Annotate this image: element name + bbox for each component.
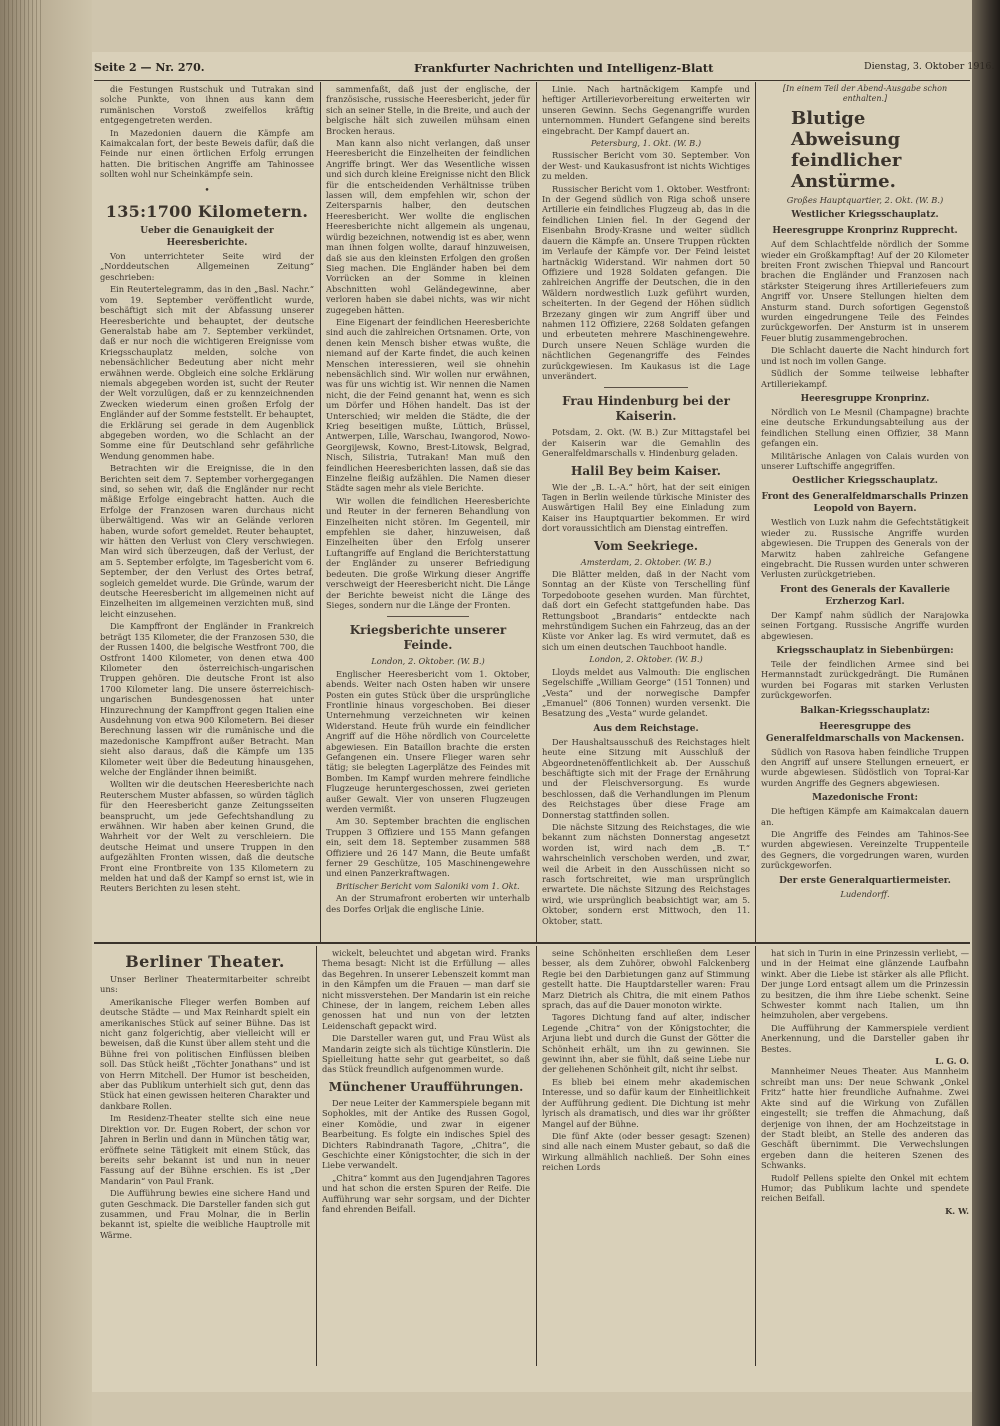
dateline: Petersburg, 1. Okt. (W. B.) <box>590 138 702 149</box>
paragraph: Russischer Bericht vom 30. September. Von der West- und Kaukasusfront ist nichts Wichtiges zu melden. <box>542 150 750 182</box>
author-initials: L. G. O. <box>935 1056 969 1067</box>
paragraph: Die Darsteller waren gut, und Frau Wüst als Mandarin zeigte sich als tüchtige Künstlerin. Die Spielleitung hatte sehr gut gearbeitet, so daß das Stück freundlich aufgenommen wurde. <box>322 1033 530 1075</box>
paragraph: seine Schönheiten erschließen dem Leser besser, als dem Zuhörer, obwohl Falckenberg Regie bei den Darbietungen ganz auf Stimmung gestellt hatte. Die Hauptdarsteller waren: Frau Marz Dietrich als Chitra, die mit einem Pathos sprach, das auf die Dauer monoton wirkte. <box>542 948 750 1011</box>
paragraph: Es blieb bei einem mehr akademischen Interesse, und so dafür kaum der Einheitlichkeit der Aufführung gedient. Die Dichtung ist mehr lyrisch als dramatisch, und dies war ihr größter Mangel auf der Bühne. <box>542 1076 750 1129</box>
paragraph: Auf dem Schlachtfelde nördlich der Somme wieder ein Großkampftag! Auf der 20 Kilometer breiten Front zwischen Thiepval und Rancourt brachen die Engländer und Franzosen nach stärkster Steigerung ihres Artilleriefeuers zum Angriff vor. Unsere Stellungen hielten dem Ansturm stand. Durch sofortigen Gegenstoß wurden eingedrungene Teile des Feindes zurückgeworfen. Der Ansturm ist in unserem Feuer blutig zusammengebrochen. <box>761 239 969 343</box>
paragraph: Unser Berliner Theatermitarbeiter schreibt uns: <box>100 974 310 995</box>
paragraph: Von unterrichteter Seite wird der „Norddeutschen Allgemeinen Zeitung“ geschrieben: <box>100 251 314 282</box>
paragraph: Die Blätter melden, daß in der Nacht vom Sonntag an der Küste von Terschelling fünf Torpedoboote gesehen wurden. Man fürchtet, daß dort ein Gefecht stattgefunden habe. Das Rettungsboot „Brandaris“ entdeckte nach mehrstündigem Suchen ein Fahrzeug, das an der Küste vor Anker lag. Es wird vermutet, daß es sich um einen deutschen Tauchboot handle. <box>542 569 750 652</box>
feuilleton-column-1 <box>100 948 310 1364</box>
subheading: Oestlicher Kriegsschauplatz. <box>792 476 938 487</box>
paragraph: Man kann also nicht verlangen, daß unser Heeresbericht die Einzelheiten der feindlichen Angriffe bringt. Wer das Wesentliche wissen und sich durch kleine Ereignisse nicht den Blick für die entscheidenden Verhältnisse trüben lassen will, dem empfehlen wir, schon der Zeitersparnis halber, den deutschen Heeresbericht. Wer wollte die englischen Heeresberichte nicht allgemein als ungenau, würdig bezeichnen, notwendig ist es aber, wenn man ihnen folgen wollte, darauf hinzuweisen, daß sie aus den kleinsten Erfolgen den großen Sieg machen. Die Engländer haben bei dem Vorrücken an der Somme in kleinen Abschnitten wohl Geländegewinne, aber verloren haben sie dabei nichts, was wir nicht zugegeben hätten. <box>326 138 530 315</box>
column-rule <box>320 82 321 942</box>
headline-bloody-repulse: Blutige Abweisung feindlicher Anstürme. <box>791 107 902 192</box>
paragraph: Betrachten wir die Ereignisse, die in den Berichten seit dem 7. September vorhergegangen sind, so sehen wir, daß die Engländer nur recht mäßige Erfolge eingebracht hatten. Auch die Erfolge der Franzosen waren durchaus nicht überwältigend. Was wir an Gelände verloren haben, wurde sofort gemeldet. Reuter behauptet, wir hätten den Verlust von Clery verschwiegen. Man wird sich überzeugen, daß der Verlust, der am 5. September erfolgte, im Tagesbericht vom 6. September, der den Verlust des Ortes betraf, sogleich gemeldet wurde. Die Gründe, warum der deutsche Heeresbericht im allgemeinen nicht auf Einzelheiten im allgemeinen verzichten muß, sind leicht einzusehen. <box>100 463 314 619</box>
paragraph: Im Residenz-Theater stellte sich eine neue Direktion vor. Dr. Eugen Robert, der schon vor Jahren in Berlin und dann in München tätig war, eröffnete seine Tätigkeit mit einem Stück, das bereits sehr bekannt ist und nun in neuer Fassung auf der Bühne erschien. Es ist „Der Mandarin“ von Paul Frank. <box>100 1113 310 1186</box>
paragraph: Die Aufführung bewies eine sichere Hand und guten Geschmack. Die Darsteller fanden sich gut zusammen, und Frau Molnar, die in Berlin bekannt ist, spielte die weibliche Hauptrolle mit Wärme. <box>100 1188 310 1240</box>
header-rule <box>94 80 970 81</box>
paragraph: Linie. Nach hartnäckigem Kampfe und heftiger Artillerievorbereitung erweiterten wir unseren Gewinn. Sechs Gegenangriffe wurden unternommen. Hundert Gefangene sind bereits eingebracht. Der Kampf dauert an. <box>542 84 750 136</box>
column-rule <box>755 946 756 1366</box>
paragraph: In Mazedonien dauern die Kämpfe am Kaimakcalan fort, der beste Beweis dafür, daß die Feinde nur einen örtlichen Erfolg errungen hatten. Die britischen Angriffe am Tahinossee sollten wohl nur Scheinkämpfe sein. <box>100 127 314 180</box>
subheading: Kriegsschauplatz in Siebenbürgen: <box>776 646 954 656</box>
separator-star: • <box>204 185 210 196</box>
paragraph: Die nächste Sitzung des Reichstages, die wie bekannt zum nächsten Donnerstag angesetzt worden ist, wird nach dem „B. T.“ wahrscheinlich verschoben werden, und zwar, weil die Arbeit in den Ausschüssen nicht so rasch fortschreitet, wie man ursprünglich erwartete. Die nächste Sitzung des Reichstages wird, wie ursprünglich beabsichtigt war, am 5. Oktober, sondern erst Mittwoch, den 11. Oktober, statt. <box>542 821 750 926</box>
paragraph: Westlich von Luzk nahm die Gefechtstätigkeit wieder zu. Russische Angriffe wurden abgewiesen. Die Truppen des Generals von der Marwitz haben zahlreiche Gefangene eingebracht. Die Russen wurden unter schweren Verlusten zurückgetrieben. <box>761 517 969 580</box>
paragraph: Am 30. September brachten die englischen Truppen 3 Offiziere und 155 Mann gefangen ein, seit dem 18. September zusammen 588 Offiziere und 26 147 Mann, die Beute umfaßt ferner 29 Geschütze, 105 Maschinengewehre und einen Panzerkraftwagen. <box>326 816 530 879</box>
paragraph: sammenfaßt, daß just der englische, der französische, russische Heeresbericht, jeder für sich an seiner Stelle, in die Breite, und auch der belgische hält sich zuweilen mühsam einen Brocken heraus. <box>326 84 530 136</box>
paragraph: Ein Reutertelegramm, das in den „Basl. Nachr.“ vom 19. September veröffentlicht wurde, beschäftigt sich mit der Abfassung unserer Heeresberichte und behauptet, der deutsche Generalstab habe am 7. September verkündet, daß er nur noch die wichtigeren Ereignisse vom Kriegsschauplatz melden, solche von nebensächlicher Bedeutung aber nicht mehr erwähnen werde. Obgleich eine solche Erklärung niemals abgegeben worden ist, sucht der Reuter der Welt vorzulügen, daß er zu kennzeichnenden Zwecken wiederum einen großen Erfolg der Engländer auf der Somme feststellt. Er behauptet, die Erklärung sei gerade in dem Augenblick abgegeben worden, wo die Schlacht an der Somme eine für Deutschland sehr gefährliche Wendung genommen habe. <box>100 284 314 461</box>
feuilleton-rule <box>94 942 970 944</box>
headline-naval-war: Vom Seekriege. <box>593 538 699 553</box>
dateline: London, 2. Oktober. (W. B.) <box>589 654 703 665</box>
dateline: Britischer Bericht vom Saloniki vom 1. Okt. <box>336 880 520 891</box>
paragraph: Tagores Dichtung fand auf alter, indischer Legende „Chitra“ von der Königstochter, die Arjuna liebt und durch die Gunst der Götter die Schönheit erhält, um ihn zu gewinnen. Sie gewinnt ihn, aber sie fühlt, daß seine Liebe nur der geliehenen Schönheit gilt, nicht ihr selbst. <box>542 1012 750 1075</box>
column-rule <box>536 82 537 942</box>
paragraph: die Festungen Rustschuk und Tutrakan sind solche Punkte, von ihnen aus kann dem rumänischen Vorstoß zweifellos kräftig entgegengetreten werden. <box>100 84 314 126</box>
paragraph: Englischer Heeresbericht vom 1. Oktober, abends. Weiter nach Osten haben wir unsere Posten ein gutes Stück über die ursprüngliche Frontlinie hinaus vorgeschoben. Bei dieser Unternehmung verzeichneten wir keinen Widerstand. Heute früh wurde ein feindlicher Angriff auf die Höhe nördlich von Courcelette abgewiesen. Ein Bataillon brachte die ersten Gefangenen ein. Unsere Flieger waren sehr tätig; sie belegten Lagerplätze des Feindes mit Bomben. Im Kampf wurden mehrere feindliche Flugzeuge heruntergeschossen, zwei gerieten außer Gewalt. Vier von unseren Flugzeugen werden vermißt. <box>326 668 530 814</box>
column-rule <box>755 82 756 942</box>
dateline: Amsterdam, 2. Oktober. (W. B.) <box>580 556 712 567</box>
subheading: Mazedonische Front: <box>812 793 918 804</box>
masthead: Frankfurter Nachrichten und Intelligenz-Blatt <box>414 61 714 75</box>
paragraph: Die Angriffe des Feindes am Tahinos-See wurden abgewiesen. Vereinzelte Truppenteile des Gegners, die vorgedrungen waren, wurden zurückgeworfen. <box>761 829 969 871</box>
paragraph: Die heftigen Kämpfe am Kaimakcalan dauern an. <box>761 806 969 827</box>
signature-name: Ludendorff. <box>840 888 890 899</box>
paragraph: Teile der feindlichen Armee sind bei Hermannstadt zurückgedrängt. Die Rumänen wurden bei Fogaras mit starken Verlusten zurückgeworfen. <box>761 659 969 701</box>
column-rule <box>536 946 537 1366</box>
paragraph: Die fünf Akte (oder besser gesagt: Szenen) sind alle nach einem Muster gebaut, so daß die Wirkung allmählich nachließ. Der Sohn eines reichen Lords <box>542 1130 750 1173</box>
column-3 <box>542 84 750 940</box>
paragraph: Eine Eigenart der feindlichen Heeresberichte sind auch die zahlreichen Ortsnamen. Orte, von denen kein Mensch bisher etwas wußte, die niemand auf der Karte findet, die auch keinen Menschen interessieren, weil sie ohnehin nebensächlich sind. Wir wollen nur erwähnen, was für uns wichtig ist. Wir nennen die Namen nicht, die der Feind genannt hat, wenn es sich um Dörfer und Höhen handelt. Das ist der Unterschied; wir melden die Städte, die der Krieg beseitigen mußte, Lüttich, Brüssel, Antwerpen, Lille, Warschau, Iwangorod, Nowo-Georgijewsk, Kowno, Brest-Litowsk, Belgrad, Nisch, Silistria, Tutrakan! Man muß den feindlichen Heeresberichten lassen, daß sie das Einzelne fleißig aufzählen. Die Namen dieser Städte sagen mehr als viele Berichte. <box>326 316 530 494</box>
column-rule <box>316 946 317 1366</box>
dateline: London, 2. Oktober. (W. B.) <box>371 656 485 667</box>
paragraph: Amerikanische Flieger werfen Bomben auf deutsche Städte — und Max Reinhardt spielt ein amerikanisches Stück auf seiner Bühne. Das ist nicht ganz folgerichtig, aber vielleicht will er beweisen, daß die Kunst über allem steht und die Bühne frei von politischen Einflüssen bleiben soll. Das Stück heißt „Töchter Jonathans“ und ist von Herrn Mitchell. Der Humor ist bescheiden, aber das Publikum unterhielt sich gut, denn das Stück hat einen gewissen heiteren Charakter und dankbare Rollen. <box>100 996 310 1111</box>
paragraph: Die Kampffront der Engländer in Frankreich beträgt 135 Kilometer, die der Franzosen 530, die der Russen 1400, die belgische Westfront 700, die Ostfront 1400 Kilometer, von denen etwa 400 Kilometer den österreichisch-ungarischen Truppen gehören. Die deutsche Front ist also 1700 Kilometer lang. Die unsere österreichisch-ungarischen Bundesgenossen hat unter Hinzurechnung der Kampffront gegen Italien eine Ausdehnung von etwa 900 Kilometern. Bei dieser Berechnung lassen wir die rumänische und die mazedonische Kampffront außer Betracht. Man sieht also daraus, daß die Kämpfe um 135 Kilometer weit über die Bedeutung hinausgehen, welche der Engländer ihnen beimißt. <box>100 621 314 777</box>
paragraph: Potsdam, 2. Okt. (W. B.) Zur Mittagstafel bei der Kaiserin war die Gemahlin des Generalfeldmarschalls v. Hindenburg geladen. <box>542 427 750 459</box>
author-initials: K. W. <box>945 1205 969 1216</box>
subheading: Heeresgruppe Kronprinz. <box>800 393 930 404</box>
paragraph: Die Aufführung der Kammerspiele verdient Anerkennung, und die Darsteller gaben ihr Bestes. <box>761 1022 969 1054</box>
paragraph: Südlich von Rasova haben feindliche Truppen den Angriff auf unsere Stellungen erneuert, er wurde abgewiesen. Südöstlich von Toprai-Kar wurden Angriffe des Gegners abgewiesen. <box>761 746 969 788</box>
headline-hindenburg: Frau Hindenburg bei der Kaiserin. <box>562 394 730 424</box>
divider <box>604 387 687 388</box>
issue-date: Dienstag, 3. Oktober 1916. <box>864 61 995 72</box>
page-edge <box>972 0 1000 1426</box>
column-4 <box>761 84 969 940</box>
paragraph: Nördlich von Le Mesnil (Champagne) brachte eine deutsche Erkundungsabteilung aus der feindlichen Stellung einen Offizier, 38 Mann gefangen ein. <box>761 406 969 449</box>
divider <box>387 616 469 617</box>
paragraph: Südlich der Somme teilweise lebhafter Artilleriekampf. <box>761 368 969 389</box>
headline-enemy-reports: Kriegsberichte unserer Feinde. <box>349 623 507 653</box>
paragraph: Wie der „B. L.-A.“ hört, hat der seit einigen Tagen in Berlin weilende türkische Minister des Auswärtigen Halil Bey eine Einladung zum Kaiser ins Hauptquartier bekommen. Er wird dort voraussichtlich am Dienstag eintreffen. <box>542 481 750 534</box>
feuilleton-column-3 <box>542 948 750 1364</box>
signature-title: Der erste Generalquartiermeister. <box>779 875 951 886</box>
subheading: Front des Generalfeldmarschalls Prinzen Leopold von Bayern. <box>761 492 969 515</box>
paragraph: An der Strumafront eroberten wir unterhalb des Dorfes Orljak die englische Linie. <box>326 893 530 914</box>
subheadline: Ueber die Genauigkeit der Heeresberichte. <box>140 226 274 249</box>
column-1 <box>100 84 314 940</box>
paragraph: Die Schlacht dauerte die Nacht hindurch fort und ist noch im vollen Gange. <box>761 345 969 366</box>
subheading: Heeresgruppe Kronprinz Rupprecht. <box>772 226 958 237</box>
paragraph: Russischer Bericht vom 1. Oktober. Westfront: In der Gegend südlich von Riga schoß unsere Artillerie ein feindliches Flugzeug ab, das in die feindlichen Linien fiel. In der Gegend der Eisenbahn Brody-Krasne und weiter südlich dauern die Kämpfe an. Unsere Truppen rückten im Verlaufe der Kämpfe vor. Der Feind leistet hartnäckig Widerstand. Wir nahmen dort 50 Offiziere und 1928 Soldaten gefangen. Die zahlreichen Angriffe der Deutschen, die in den Wäldern nordwestlich Luzk geführt wurden, scheiterten. In der Gegend der Höhen südlich Brzezany gingen wir zum Angriff über und nahmen 112 Offiziere, 2268 Soldaten gefangen und erbeuteten mehrere Maschinengewehre. Durch unsere Neuen Schläge wurden die nächtlichen Gegenangriffe des Feindes zurückgewiesen. Im Kaukasus ist die Lage unverändert. <box>542 183 750 381</box>
subheading: Balkan-Kriegsschauplatz: <box>800 705 930 716</box>
feuilleton-column-4 <box>761 948 969 1364</box>
page-header <box>94 58 995 80</box>
paragraph: Militärische Anlagen von Calais wurden von unserer Luftschiffe angegriffen. <box>761 450 969 471</box>
subheading: Front des Generals der Kavallerie Erzherzog Karl. <box>780 584 950 607</box>
headline-berlin-theater: Berliner Theater. <box>125 952 285 971</box>
paragraph: Der neue Leiter der Kammerspiele begann mit Sophokles, mit der Antike des Russen Gogol, einer Komödie, und zwar in eigener Bearbeitung. Es folgte ein indisches Spiel des Dichters Rabindranath Tagore, „Chitra“, die Geschichte einer Königstochter, die sich in der Liebe verwandelt. <box>322 1097 530 1171</box>
paragraph: „Chitra“ kommt aus den Jugendjahren Tagores und hat schon die ersten Spuren der Reife. Die Aufführung war sehr sorgsam, und der Dichter fand ehrenden Beifall. <box>322 1172 530 1214</box>
subheading: Heeresgruppe des Generalfeldmarschalls von Mackensen. <box>765 721 965 744</box>
feuilleton-column-2 <box>322 948 530 1364</box>
headline-reichstag: Aus dem Reichstage. <box>593 723 699 734</box>
paragraph: wickelt, beleuchtet und abgetan wird. Franks Thema besagt: Nicht ist die Erfüllung — alles das Begehren. In unserer Lebenszeit kommt man in den Kämpfen um die Frauen — man darf sie nicht missverstehen. Der Mandarin ist ein reiche Chinese, der in langem, reichem Leben alles genossen hat und nun von der letzten Leidenschaft gepackt wird. <box>322 948 530 1031</box>
paragraph: hat sich in Turin in eine Prinzessin verliebt, — und in der Heimat eine glänzende Laufbahn winkt. Aber die Liebe ist stärker als alle Pflicht. Der junge Lord entsagt allem um die Prinzessin zu besitzen, die ihm ihre Liebe schenkt. Seine Schwester kommt nach Italien, um ihn heimzuholen, aber vergebens. <box>761 948 969 1021</box>
paragraph: Wir wollen die feindlichen Heeresberichte und Reuter in der ferneren Behandlung von Einzelheiten nicht stören. Im Gegenteil, mir empfehlen sie daher, hinzuweisen, daß Einzelheiten über den Erfolg unserer Luftangriffe auf England die Berichterstattung der Engländer zu unserer Befriedigung bedeuten. Die große Wirkung dieser Angriffe verschweigt der Heeresbericht nicht. Die Länge der Berichte beweist nicht die Länge des Sieges, sondern nur die Länge der Fronten. <box>326 495 530 610</box>
paragraph: Mannheimer Neues Theater. Aus Mannheim schreibt man uns: Der neue Schwank „Onkel Fritz“ hatte hier freundliche Aufnahme. Zwei Akte sind auf die Wirkung von Zufällen eingestellt; sie treffen die Ahmachung, daß derjenige von ihnen, der am Hochzeitstage in der Stadt bleibt, an Stelle des anderen das Geschäft übernimmt. Die Verwechslungen ergeben dann die heiteren Szenen des Schwanks. <box>761 1066 969 1171</box>
paragraph: Der Kampf nahm südlich der Narajowka seinen Fortgang. Russische Angriffe wurden abgewiesen. <box>761 609 969 641</box>
page-number: Seite 2 — Nr. 270. <box>94 61 205 74</box>
headline-kilometers: 135:1700 Kilometern. <box>105 202 309 222</box>
paragraph: Der Haushaltsausschuß des Reichstages hielt heute eine Sitzung mit Ausschluß der Abgeordnetenöffentlichkeit ab. Der Ausschuß beschäftigte sich mit der Frage der Ernährung und der Fleischversorgung. Es wurde beschlossen, daß die Verhandlungen im Plenum des Reichstages über diese Frage am Donnerstag stattfinden sollen. <box>542 736 750 820</box>
paragraph: Lloyds meldet aus Valmouth: Die englischen Segelschiffe „William George“ (151 Tonnen) und „Vesta“ und der norwegische Dampfer „Emanuel“ (806 Tonnen) wurden versenkt. Die Besatzung des „Vesta“ wurde gelandet. <box>542 666 750 719</box>
headline-munich-premieres: Münchener Uraufführungen. <box>328 1079 524 1094</box>
column-2 <box>326 84 530 940</box>
dateline: Großes Hauptquartier, 2. Okt. (W. B.) <box>786 194 944 205</box>
paragraph: Wollten wir die deutschen Heeresberichte nach Reuterschem Muster abfassen, so würden täglich für den Heeresbericht ganze Zeitungsseiten beansprucht, um jede Gefechtshandlung zu erwähnen. Wir haben aber keinen Grund, die Wahrheit vor der Welt zu verschleiern. Die deutsche Heimat und unsere Truppen in den aufgezählten Fronten wissen, daß die deutsche Front eine Frontbreite von 135 Kilometern zu melden hat und daß der Kampf so ernst ist, wie in Reuters Berichten zu lesen steht. <box>100 779 314 894</box>
edition-note: [In einem Teil der Abend-Ausgabe schon enthalten.] <box>782 84 948 104</box>
paragraph: Rudolf Pellens spielte den Onkel mit echtem Humor; das Publikum lachte und spendete reichen Beifall. <box>761 1172 969 1204</box>
subheading: Westlicher Kriegsschauplatz. <box>791 210 939 221</box>
headline-halil-bey: Halil Bey beim Kaiser. <box>571 463 721 478</box>
book-binding <box>0 0 92 1426</box>
